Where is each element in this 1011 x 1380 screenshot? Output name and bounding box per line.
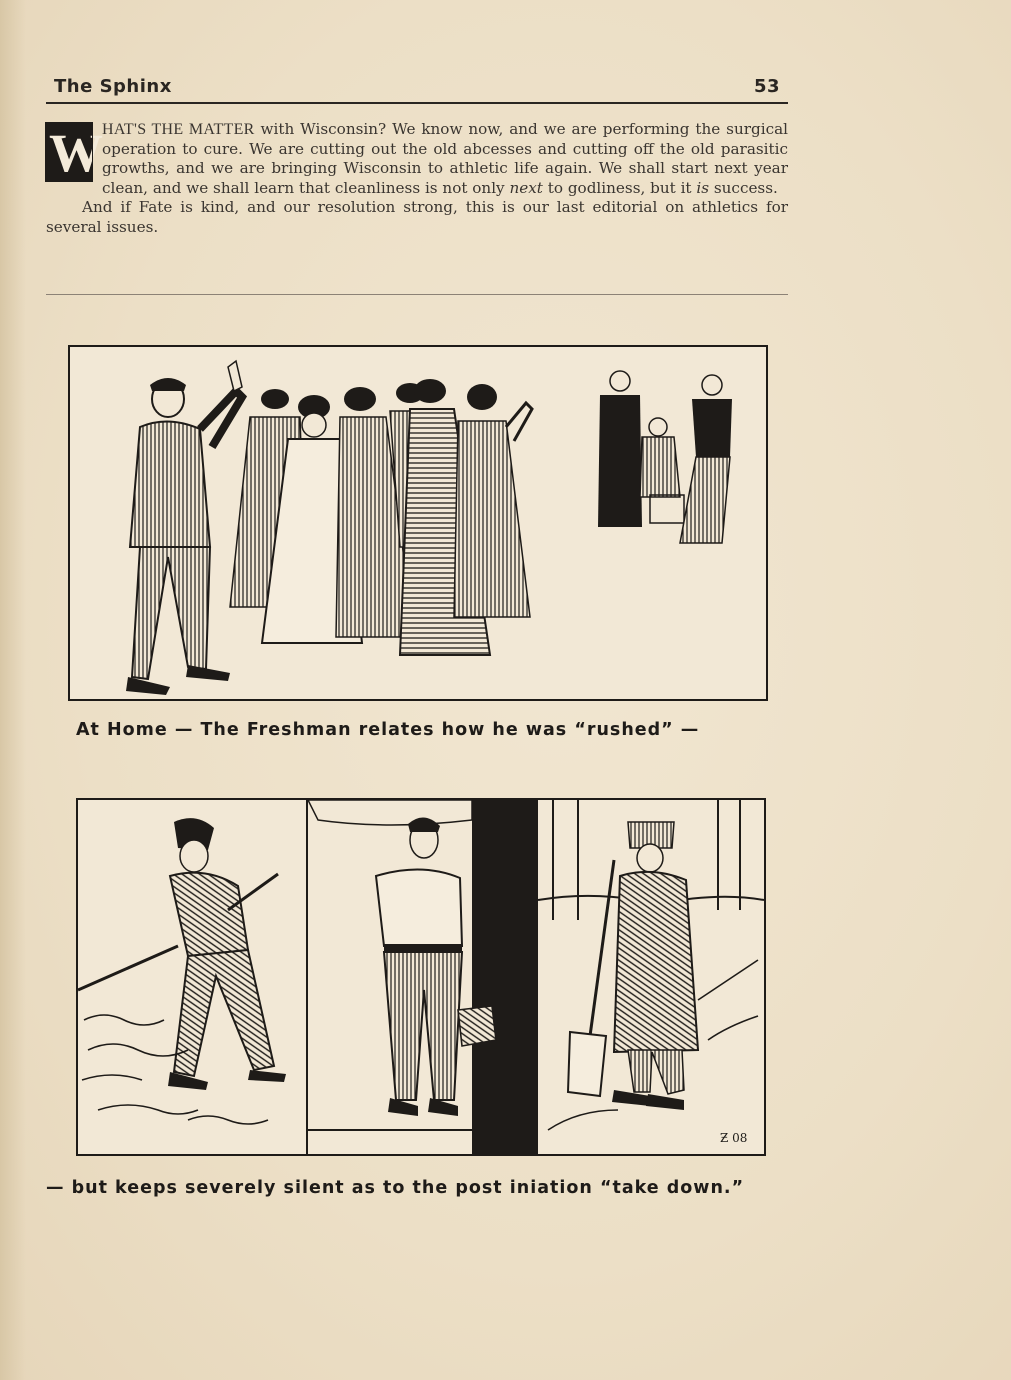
editorial-text-run: to godliness, but it [542, 178, 697, 197]
page-edge-shadow [0, 0, 26, 1380]
cartoon-at-home-drawing [70, 347, 766, 699]
background-scene-figures [598, 371, 732, 543]
drop-cap: W [46, 123, 92, 181]
caption-take-down: — but keeps severely silent as to the post iniation “take down.” [46, 1178, 745, 1198]
freshman-figure [126, 361, 242, 695]
magazine-title: The Sphinx [54, 76, 172, 97]
cartoon-take-down-drawing [78, 800, 764, 1154]
panel-carrying-coal [308, 800, 536, 1154]
panel-raking-leaves [78, 818, 286, 1124]
cartoon-at-home [68, 345, 768, 701]
section-divider [46, 294, 788, 295]
panel-shoveling-snow [538, 800, 764, 1145]
group-of-women [230, 379, 532, 655]
editorial-paragraph-1 [46, 120, 788, 198]
editorial-text-run: with Wisconsin? We know now, and we are performing the surgical operation to cure. We are cutting out the old abcesses and cutting off the old parasitic growths, and we are bringing Wisconsin to athletic life again. We shall start next year clean, and we shall learn that cleanliness is not only [102, 120, 788, 197]
emphasis-is: is [696, 178, 710, 197]
editorial-text [46, 120, 788, 238]
editorial-text-run: success. [709, 178, 778, 197]
editorial-lead: HAT'S THE MATTER [102, 121, 255, 138]
artist-signature: Ƶ 08 [720, 1131, 748, 1145]
caption-at-home: At Home — The Freshman relates how he was “rushed” — [76, 720, 700, 740]
emphasis-next: next [509, 178, 543, 197]
page-number: 53 [753, 76, 780, 97]
editorial-paragraph-2: And if Fate is kind, and our resolution strong, this is our last editorial on athletics for several issues. [46, 198, 788, 236]
running-head [46, 74, 788, 104]
cartoon-take-down [76, 798, 766, 1156]
